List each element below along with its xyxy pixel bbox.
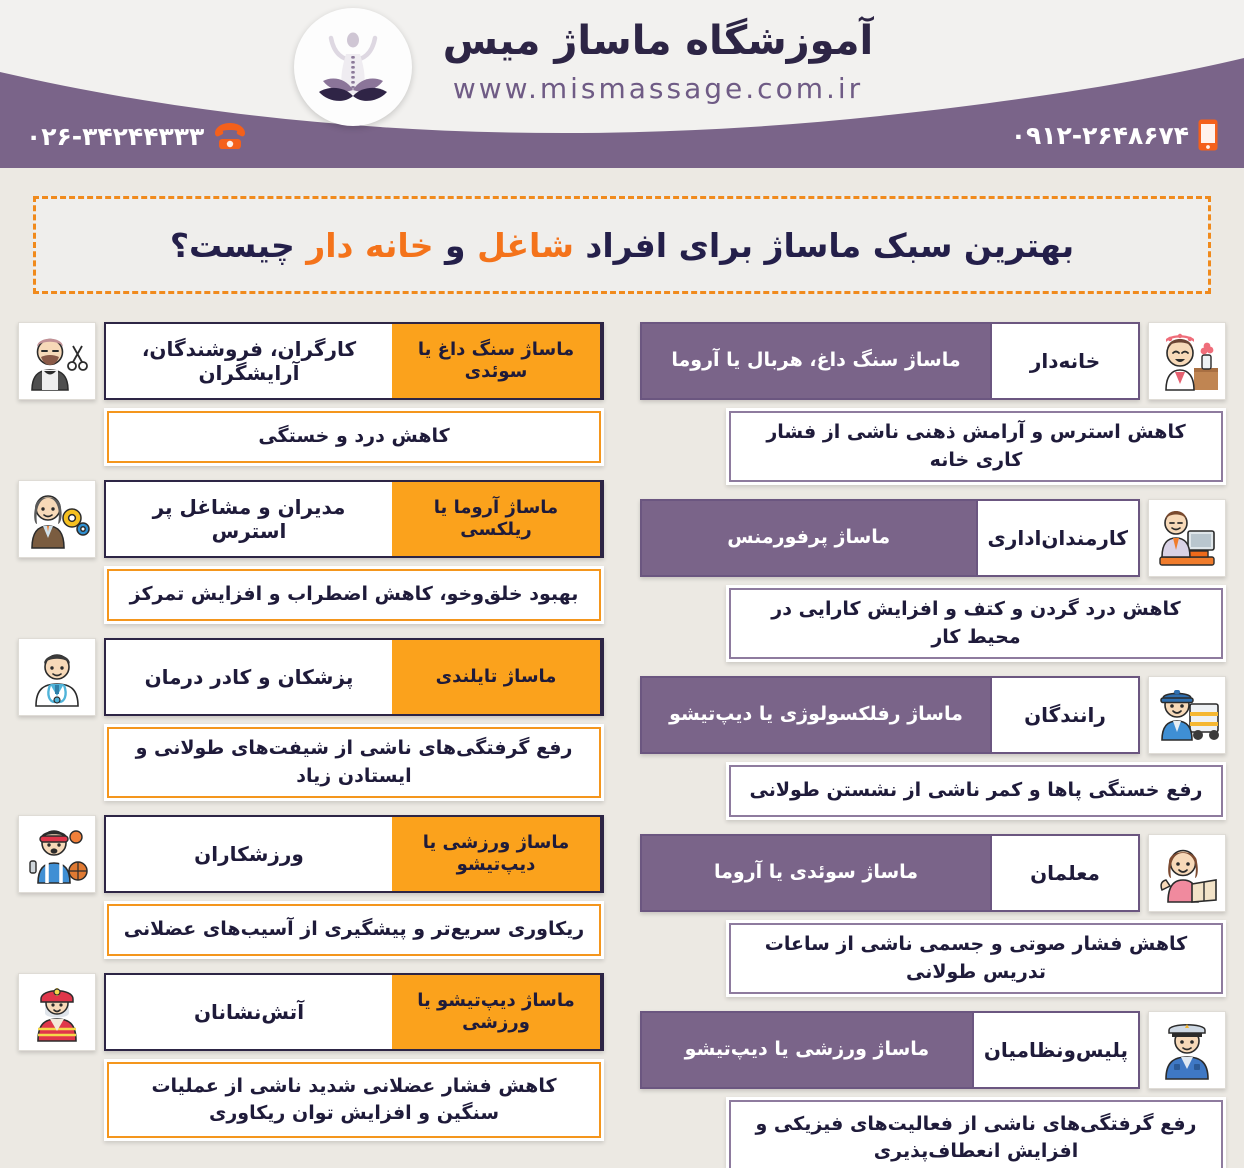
brand-block [398,16,918,105]
barber-icon [18,322,96,400]
title-part-2: و [433,225,478,265]
massage-style-label: ماساژ پرفورمنس [642,501,976,575]
group-label: پلیس‌ونظامیان [972,1013,1138,1087]
housemaid-icon [1148,322,1226,400]
table-row [640,676,1226,820]
title-highlight-homemaker: خانه دار [306,225,434,265]
group-label: رانندگان [990,678,1138,752]
brand-title: آموزشگاه ماساژ میس [442,18,874,64]
telephone-icon [213,121,247,151]
teacher-icon [1148,834,1226,912]
landline-number: ۰۲۶-۳۴۲۴۴۳۳۳ [26,121,205,151]
left-column [0,322,622,1152]
doctor-icon [18,638,96,716]
firefighter-icon [18,973,96,1051]
benefit-text: کاهش درد و خستگی [104,408,604,466]
truck-driver-icon [1148,676,1226,754]
page-title [170,226,1074,265]
page-header [0,0,1244,168]
title-part-3: چیست؟ [169,225,307,265]
lotus-spine-icon [310,24,396,110]
brand-logo [294,8,412,126]
brand-website: www.mismassage.com.ir [452,72,864,105]
benefit-text: رفع گرفتگی‌های ناشی از فعالیت‌های فیزیکی و افزایش انعطاف‌پذیری [726,1097,1226,1168]
massage-style-label: ماساژ ورزشی یا دیپ‌تیشو [642,1013,972,1087]
benefit-text: رفع گرفتگی‌های ناشی از شیفت‌های طولانی و ایستادن زیاد [104,724,604,801]
manager-icon [18,480,96,558]
office-worker-icon [1148,499,1226,577]
title-highlight-employed: شاغل [477,225,574,265]
police-officer-icon [1148,1011,1226,1089]
massage-style-label: ماساژ سنگ داغ یا سوئدی [392,324,602,398]
group-label: کارگران، فروشندگان، آرایشگران [106,324,392,398]
group-label: پزشکان و کادر درمان [106,640,392,714]
title-part-1: بهترین سبک ماساژ برای افراد [573,225,1075,265]
content-columns [0,322,1244,1163]
massage-style-label: ماساژ آروما یا ریلکسی [392,482,602,556]
landline-contact[interactable] [26,121,247,151]
massage-style-label: ماساژ سنگ داغ، هربال یا آروما [642,324,990,398]
table-row [18,815,604,959]
benefit-text: کاهش فشار صوتی و جسمی ناشی از ساعات تدریس طولانی [726,920,1226,997]
group-label: خانه‌دار [990,324,1138,398]
mobile-contact[interactable] [1011,119,1218,151]
group-label: ورزشکاران [106,817,392,891]
group-label: مدیران و مشاغل پر استرس [106,482,392,556]
group-label: معلمان [990,836,1138,910]
table-row [18,973,604,1141]
table-row [640,1011,1226,1168]
benefit-text: کاهش فشار عضلانی شدید ناشی از عملیات سنگین و افزایش توان ریکاوری [104,1059,604,1141]
group-label: آتش‌نشانان [106,975,392,1049]
table-row [18,322,604,466]
massage-style-label: ماساژ رفلکسولوژی یا دیپ‌تیشو [642,678,990,752]
group-label: کارمندان‌اداری [976,501,1139,575]
benefit-text: ریکاوری سریع‌تر و پیشگیری از آسیب‌های عضلانی [104,901,604,959]
athlete-icon [18,815,96,893]
massage-style-label: ماساژ تایلندی [392,640,602,714]
table-row [18,480,604,624]
massage-style-label: ماساژ دیپ‌تیشو یا ورزشی [392,975,602,1049]
table-row [640,499,1226,662]
massage-style-label: ماساژ سوئدی یا آروما [642,836,990,910]
benefit-text: بهبود خلق‌وخو، کاهش اضطراب و افزایش تمرکز [104,566,604,624]
table-row [18,638,604,801]
benefit-text: کاهش درد گردن و کتف و افزایش کارایی در محیط کار [726,585,1226,662]
mobile-number: ۰۹۱۲-۲۶۴۸۶۷۴ [1010,120,1189,150]
table-row [640,322,1226,485]
benefit-text: رفع خستگی پاها و کمر ناشی از نشستن طولانی [726,762,1226,820]
massage-style-label: ماساژ ورزشی یا دیپ‌تیشو [392,817,602,891]
mobile-phone-icon [1198,119,1218,151]
question-title-banner [33,196,1211,294]
right-column [622,322,1244,1163]
benefit-text: کاهش استرس و آرامش ذهنی ناشی از فشار کاری خانه [726,408,1226,485]
table-row [640,834,1226,997]
